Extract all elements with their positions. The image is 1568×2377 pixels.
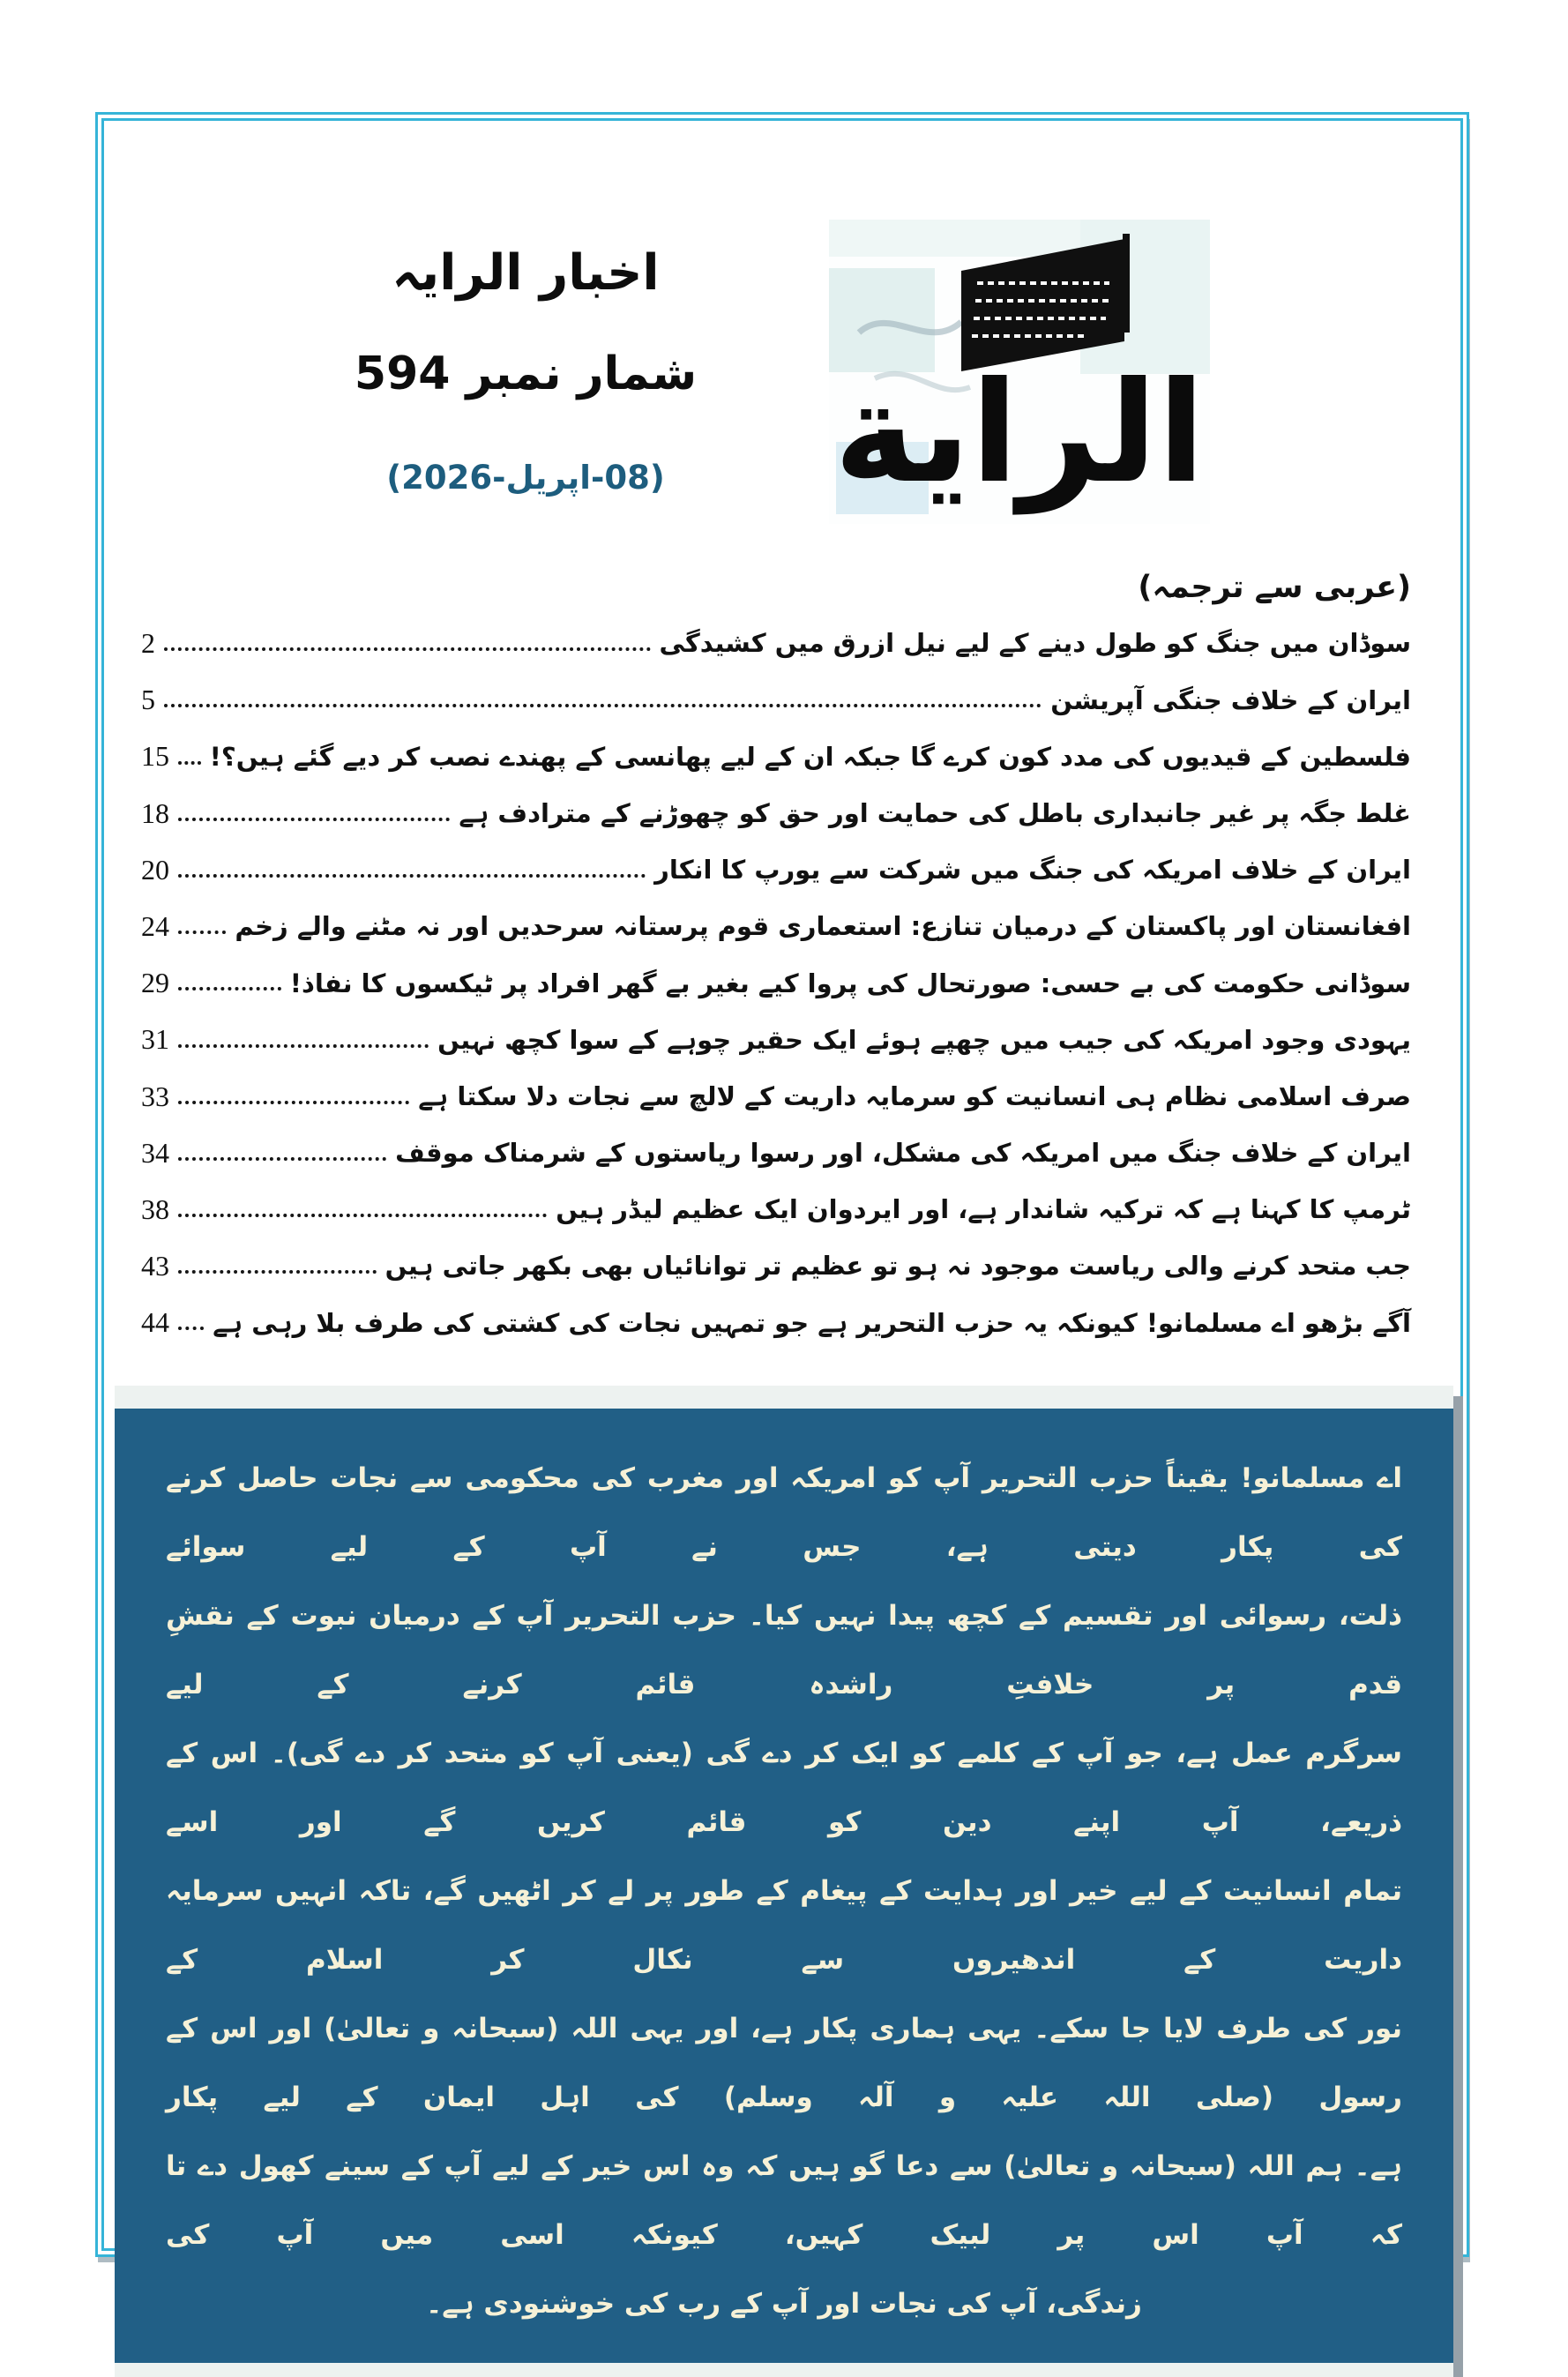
toc-entry-title: غلط جگہ پر غیر جانبداری باطل کی حمایت اور حق کو چھوڑنے کے مترادف ہے: [459, 797, 1411, 828]
page-frame-inner: [101, 118, 1463, 2321]
toc-page-number: 24: [141, 909, 169, 942]
toc-leader: [178, 1327, 204, 1330]
issue-number: شمار نمبر 594: [354, 348, 698, 400]
toc-leader: [178, 987, 281, 990]
toc-entry-title: جب متحد کرنے والی ریاست موجود نہ ہو تو عظیم تر توانائیاں بھی بکھر جاتی ہیں: [385, 1251, 1411, 1282]
toc-entry-title: صرف اسلامی نظام ہی انسانیت کو سرمایہ داریت کے لالچ سے نجات دلا سکتا ہے: [418, 1080, 1411, 1111]
al-raya-logo: [829, 220, 1210, 524]
toc-entry-title: فلسطین کے قیدیوں کی مدد کون کرے گا جبکہ ان کے لیے پھانسی کے پھندے نصب کر دیے گئے ہیں؟!: [209, 741, 1411, 772]
masthead: [355, 220, 697, 497]
toc-page-number: 5: [141, 684, 155, 716]
quote-line: ذلت، رسوائی اور تقسیم کے کچھ پیدا نہیں کیا۔ حزب التحریر آپ کے درمیان نبوت کے نقشِ قدم پر خلافتِ راشدہ قائم کرنے کے لیے: [166, 1600, 1402, 1701]
toc-page-number: 31: [141, 1023, 169, 1056]
quote-box-wrapper: [115, 1386, 1453, 2377]
toc: [141, 628, 1411, 1338]
toc-page-number: 29: [141, 967, 169, 999]
newspaper-title: اخبار الرایہ: [392, 244, 660, 302]
toc-page-number: 38: [141, 1192, 169, 1225]
toc-entry-title: ایران کے خلاف امریکہ کی جنگ میں شرکت سے یورپ کا انکار: [654, 855, 1411, 886]
quote-line: اے مسلمانو! یقیناً حزب التحریر آپ کو امریکہ اور مغرب کی محکومی سے نجات حاصل کرنے کی پکار دیتی ہے، جس نے آپ کے لیے سوائے: [166, 1462, 1402, 1564]
quote-line: نور کی طرف لایا جا سکے۔ یہی ہماری پکار ہے، اور یہی اللہ (سبحانہ و تعالیٰ) اور اس کے رسول (صلی اللہ علیہ و آلہ وسلم) کی اہل ایمان کے لیے پکار: [166, 2013, 1402, 2114]
toc-page-number: 20: [141, 853, 169, 886]
toc-row: [141, 1307, 1411, 1338]
logo-calligraphy-text: الراية: [833, 352, 1206, 514]
toc-entry-title: افغانستان اور پاکستان کے درمیان تنازع: استعماری قوم پرستانہ سرحدیں اور نہ مٹنے والے زخم: [235, 911, 1411, 942]
toc-row: [141, 911, 1411, 942]
toc-leader: [164, 704, 1042, 707]
toc-row: [141, 741, 1411, 772]
quote-line: ہے۔ ہم اللہ (سبحانہ و تعالیٰ) سے دعا گو ہیں کہ وہ اس خیر کے لیے آپ کے سینے کھول دے تا کہ آپ اس پر لبیک کہیں، کیونکہ اسی میں آپ کی: [166, 2150, 1402, 2252]
toc-leader: [164, 647, 651, 651]
toc-leader: [178, 818, 450, 821]
toc-page-number: 44: [141, 1306, 169, 1339]
toc-row: [141, 1024, 1411, 1055]
quote-line: تمام انسانیت کے لیے خیر اور ہدایت کے پیغام کے طور پر لے کر اٹھیں گے، تاکہ انہیں سرمایہ داریت کے اندھیروں سے نکال کر اسلام کے: [166, 1875, 1402, 1977]
toc-heading: (عربی سے ترجمہ): [1138, 570, 1411, 605]
quote-line: زندگی، آپ کی نجات اور آپ کے رب کی خوشنودی ہے۔: [426, 2288, 1142, 2321]
toc-row: [141, 1138, 1411, 1169]
toc-row: [141, 855, 1411, 886]
toc-page-number: 33: [141, 1080, 169, 1112]
toc-entry-title: سوڈانی حکومت کی بے حسی: صورتحال کی پروا کیے بغیر بے گھر افراد پر ٹیکسوں کا نفاذ!: [289, 968, 1411, 998]
toc-leader: [178, 1270, 377, 1274]
toc-entry-title: سوڈان میں جنگ کو طول دینے کے لیے نیل ازرق میں کشیدگی: [659, 628, 1411, 659]
issue-date: (08-اپریل-2026): [386, 459, 665, 497]
toc-row: [141, 1081, 1411, 1112]
toc-leader: [178, 1214, 547, 1217]
toc-page-number: 43: [141, 1250, 169, 1282]
toc-row: [141, 628, 1411, 659]
toc-leader: [178, 931, 226, 934]
toc-entry-title: ایران کے خلاف جنگی آپریشن: [1050, 684, 1411, 715]
toc-leader: [178, 1044, 429, 1048]
toc-row: [141, 968, 1411, 998]
toc-leader: [178, 1157, 386, 1161]
page-frame: [95, 112, 1469, 2321]
toc-row: [141, 1251, 1411, 1282]
toc-page-number: 34: [141, 1136, 169, 1169]
toc-row: [141, 798, 1411, 829]
toc-entry-title: ایران کے خلاف جنگ میں امریکہ کی مشکل، اور رسوا ریاستوں کے شرمناک موقف: [395, 1138, 1411, 1169]
toc-entry-title: آگے بڑھو اے مسلمانو! کیونکہ یہ حزب التحریر ہے جو تمہیں نجات کی کشتی کی طرف بلا رہی ہے: [213, 1307, 1411, 1338]
header: [104, 220, 1460, 524]
toc-leader: [178, 761, 201, 765]
quote-box: [115, 1409, 1453, 2363]
toc-page-number: 15: [141, 740, 169, 773]
toc-page-number: 18: [141, 796, 169, 829]
toc-leader: [178, 874, 646, 878]
toc-entry-title: ٹرمپ کا کہنا ہے کہ ترکیہ شاندار ہے، اور ایردوان ایک عظیم لیڈر ہیں: [556, 1194, 1411, 1225]
toc-leader: [178, 1101, 409, 1104]
toc-row: [141, 684, 1411, 715]
toc-row: [141, 1194, 1411, 1225]
toc-page-number: 2: [141, 627, 155, 659]
quote-line: سرگرم عمل ہے، جو آپ کے کلمے کو ایک کر دے گی (یعنی آپ کو متحد کر دے گی)۔ اس کے ذریعے، آپ اپنے دین کو قائم کریں گے اور اسے: [166, 1738, 1402, 1839]
toc-entry-title: یہودی وجود امریکہ کی جیب میں چھپے ہوئے ایک حقیر چوہے کے سوا کچھ نہیں: [437, 1024, 1411, 1055]
